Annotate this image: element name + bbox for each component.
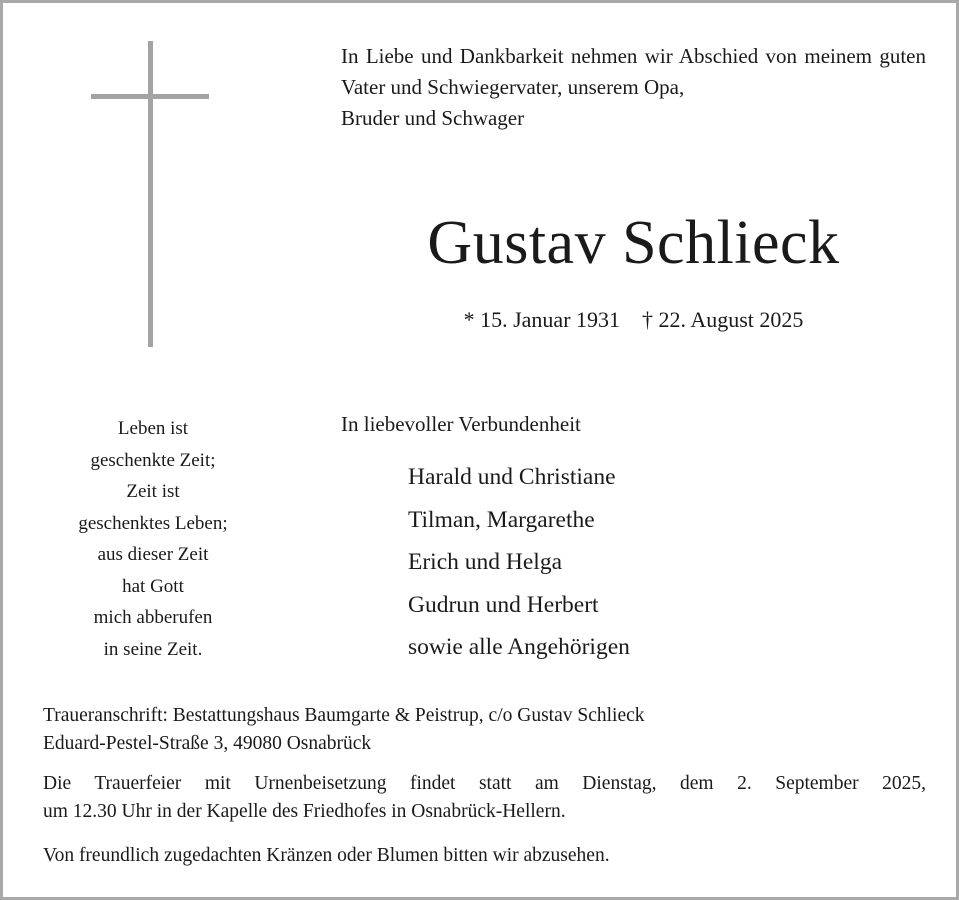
deceased-name: Gustav Schlieck — [427, 209, 840, 277]
mourner: Tilman, Margarethe — [408, 506, 595, 533]
ceremony-line: Die Trauerfeier mit Urnenbeisetzung findet statt am Dienstag, dem 2. September 2025, — [43, 773, 926, 794]
poem-line: Leben ist — [117, 418, 189, 439]
cross-icon — [148, 41, 153, 347]
intro-line-last: Bruder und Schwager — [341, 106, 525, 130]
address-line: Traueranschrift: Bestattungshaus Baumgarte & Peistrup, c/o Gustav Schlieck — [43, 705, 645, 726]
intro-text — [341, 41, 926, 134]
poem-line: geschenktes Leben; — [78, 512, 228, 534]
intro-line: In Liebe und Dankbarkeit nehmen wir Abschied von meinem guten Vater und Schwiegervater, unserem Opa, — [341, 44, 926, 99]
poem-line: geschenkte Zeit; — [90, 449, 216, 471]
poem-line: aus dieser Zeit — [97, 544, 209, 565]
poem-line: mich abberufen — [93, 607, 213, 628]
mourner: Gudrun und Herbert — [408, 591, 599, 618]
address-line: Eduard-Pestel-Straße 3, 49080 Osnabrück — [43, 733, 372, 754]
poem-line: in seine Zeit. — [103, 638, 203, 660]
poem-line: Zeit ist — [126, 481, 180, 502]
ceremony-line: um 12.30 Uhr in der Kapelle des Friedhofes in Osnabrück-Hellern. — [43, 801, 566, 822]
mourners-list — [408, 456, 630, 669]
mourner: sowie alle Angehörigen — [408, 634, 630, 660]
poem — [43, 413, 263, 665]
life-dates — [341, 305, 926, 335]
cross-icon-bar — [91, 94, 209, 99]
death-date: † 22. August 2025 — [642, 307, 804, 332]
birth-date: * 15. Januar 1931 — [463, 307, 621, 332]
mourning-address — [43, 702, 923, 758]
mourner: Erich und Helga — [408, 549, 563, 575]
mourner: Harald und Christiane — [408, 464, 616, 490]
mourners-lead: In liebevoller Verbundenheit — [341, 412, 581, 436]
flowers-note: Von freundlich zugedachten Kränzen oder Blumen bitten wir abzusehen. — [43, 845, 610, 866]
poem-line: hat Gott — [122, 575, 184, 597]
ceremony-info — [43, 770, 926, 826]
